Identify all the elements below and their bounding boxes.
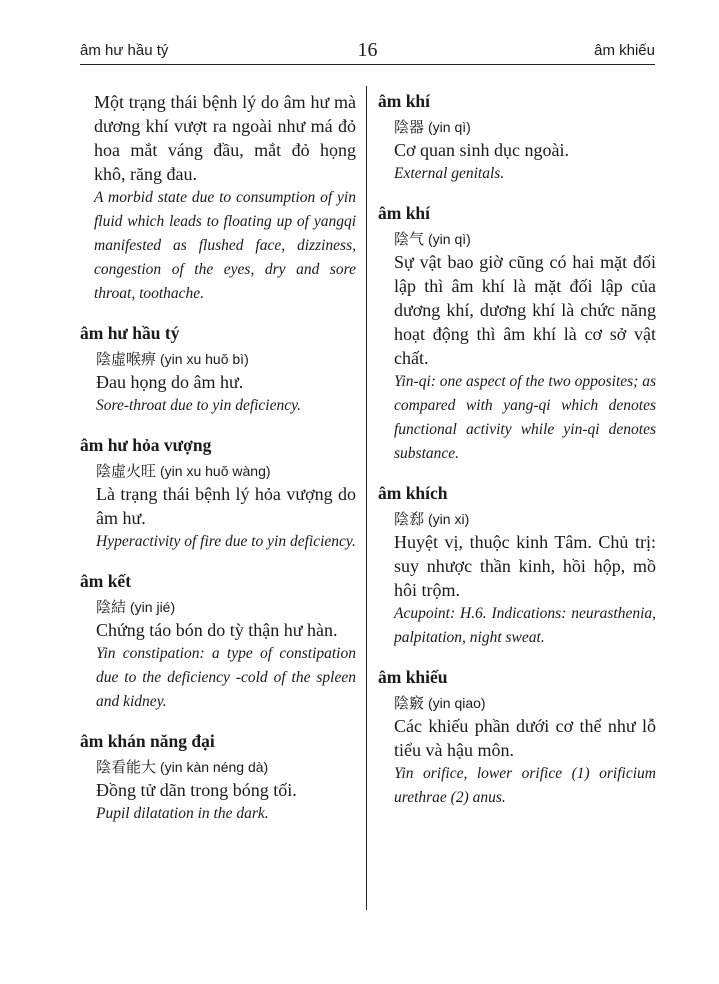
entry-english: External genitals.	[394, 165, 505, 182]
chinese-characters: 陰郄	[394, 510, 425, 528]
entry-headword: âm hư hầu tý	[80, 323, 180, 343]
pinyin: (yin qì)	[428, 231, 471, 247]
entry-english: Pupil dilatation in the dark.	[96, 805, 269, 822]
dictionary-entry	[378, 202, 656, 466]
left-column	[80, 90, 356, 842]
header-right-guideword: âm khiếu	[594, 42, 655, 59]
pinyin: (yin xi)	[428, 511, 470, 527]
pinyin: (yin qiao)	[428, 695, 486, 711]
page-header	[80, 39, 655, 65]
header-left-guideword: âm hư hầu tý	[80, 42, 169, 59]
dictionary-entry	[80, 570, 356, 714]
entry-headword: âm khán năng đại	[80, 731, 215, 751]
entry-chinese	[378, 692, 656, 714]
entry-headword: âm khí	[378, 91, 431, 111]
page-number: 16	[357, 39, 378, 61]
entry-chinese	[80, 756, 356, 778]
chinese-characters: 陰虛喉痹	[96, 350, 157, 368]
entry-headword: âm khí	[378, 203, 431, 223]
entry-english: Hyperactivity of fire due to yin deficiency.	[96, 533, 356, 550]
entry-continued	[80, 90, 356, 306]
entry-chinese	[378, 508, 656, 530]
pinyin: (yin qì)	[428, 119, 471, 135]
dictionary-entry	[378, 482, 656, 650]
entry-english: Yin orifice, lower orifice (1) orificium urethrae (2) anus.	[394, 765, 656, 806]
entry-chinese	[80, 460, 356, 482]
entry-chinese	[80, 596, 356, 618]
entry-headword: âm kết	[80, 571, 132, 591]
entry-vietnamese: Một trạng thái bệnh lý do âm hư mà dương khí vượt ra ngoài như má đỏ hoa mắt váng đầu, mắt đỏ họng khô, răng đau.	[94, 92, 356, 184]
chinese-characters: 陰气	[394, 230, 425, 248]
chinese-characters: 陰看能大	[96, 758, 157, 776]
dictionary-entry	[80, 322, 356, 418]
entry-vietnamese: Là trạng thái bệnh lý hỏa vượng do âm hư.	[96, 484, 356, 528]
entry-headword: âm khích	[378, 483, 448, 503]
chinese-characters: 陰器	[394, 118, 425, 136]
entry-english: A morbid state due to consumption of yin fluid which leads to floating up of yangqi manifested as flushed face, dizziness, congestion of the eyes, dry and sore throat, toothache.	[94, 189, 356, 302]
chinese-characters: 陰虛火旺	[96, 462, 157, 480]
entry-english: Acupoint: H.6. Indications: neurasthenia, palpitation, night sweat.	[394, 605, 656, 646]
entry-vietnamese: Đau họng do âm hư.	[96, 372, 244, 392]
dictionary-entry	[378, 666, 656, 810]
pinyin: (yin jié)	[130, 599, 176, 615]
entry-english: Yin constipation: a type of constipation due to the deficiency -cold of the spleen and kidney.	[96, 645, 356, 710]
column-divider	[366, 86, 367, 910]
dictionary-entry	[80, 434, 356, 554]
entry-headword: âm khiếu	[378, 667, 448, 687]
chinese-characters: 陰結	[96, 598, 127, 616]
dictionary-entry	[80, 730, 356, 826]
entry-vietnamese: Cơ quan sinh dục ngoài.	[394, 140, 569, 160]
chinese-characters: 陰竅	[394, 694, 425, 712]
entry-vietnamese: Huyệt vị, thuộc kinh Tâm. Chủ trị: suy nhược thần kinh, hồi hộp, mồ hôi trộm.	[394, 532, 656, 600]
entry-english: Sore-throat due to yin deficiency.	[96, 397, 302, 414]
pinyin: (yin kàn néng dà)	[160, 759, 269, 775]
entry-chinese	[378, 116, 656, 138]
dictionary-entry	[378, 90, 656, 186]
right-column	[378, 90, 656, 826]
entry-vietnamese: Đồng tử dãn trong bóng tối.	[96, 780, 297, 800]
entry-english: Yin-qi: one aspect of the two opposites; as compared with yang-qi which denotes functional activity while yin-qi denotes substance.	[394, 373, 656, 462]
pinyin: (yin xu huŏ bì)	[160, 351, 249, 367]
entry-chinese	[378, 228, 656, 250]
entry-headword: âm hư hỏa vượng	[80, 435, 212, 455]
entry-vietnamese: Các khiếu phần dưới cơ thể như lỗ tiểu và hậu môn.	[394, 716, 656, 760]
entry-vietnamese: Sự vật bao giờ cũng có hai mặt đối lập thì âm khí là mặt đối lập của dương khí, dương khí là chức năng hoạt động thì âm khí là cơ sở vật chất.	[394, 252, 656, 368]
entry-chinese	[80, 348, 356, 370]
entry-vietnamese: Chứng táo bón do tỳ thận hư hàn.	[96, 620, 338, 640]
pinyin: (yin xu huŏ wàng)	[160, 463, 271, 479]
